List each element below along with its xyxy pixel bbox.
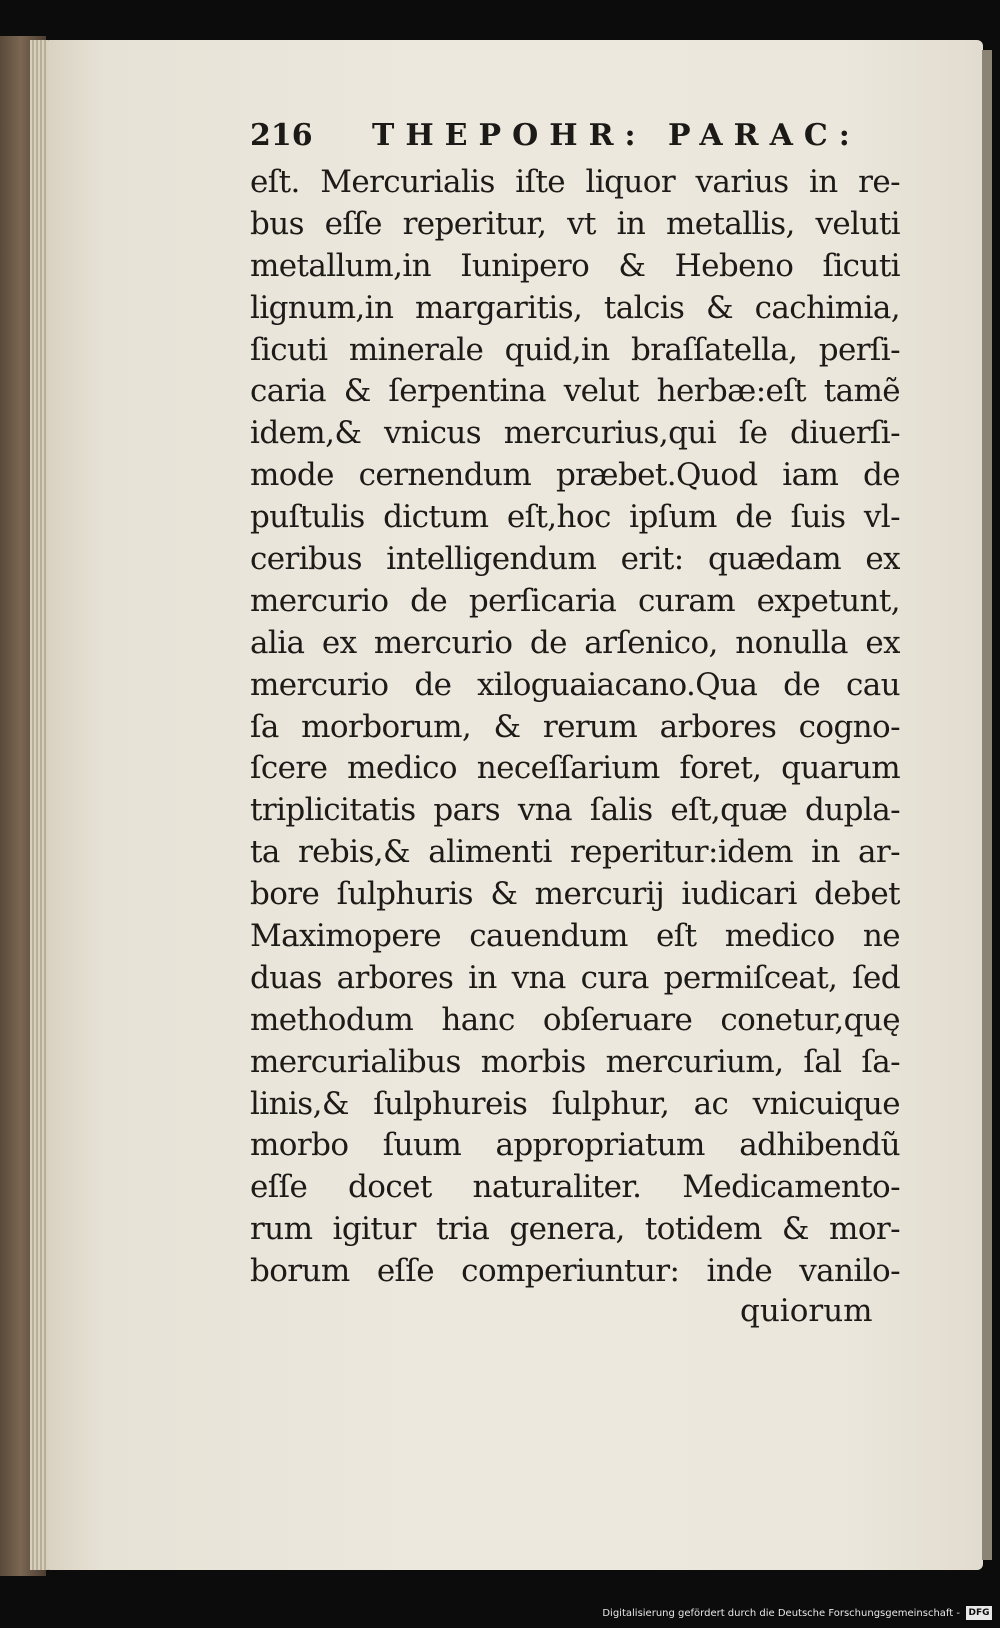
- text-line: morbo ſuum appropriatum adhibendũ: [250, 1127, 900, 1164]
- text-line: bus eſſe reperitur, vt in metallis, veluti: [250, 205, 900, 242]
- running-head: THEPOHR: PARAC:: [372, 118, 861, 153]
- text-line: linis,& ſulphureis ſulphur, ac vnicuique: [250, 1085, 900, 1122]
- text-line: puſtulis dictum eſt,hoc ipſum de ſuis vl-: [250, 499, 900, 536]
- text-line: bore ſulphuris & mercurij iudicari debet: [250, 876, 900, 913]
- text-line: mercurio de perſicaria curam expetunt,: [250, 582, 900, 619]
- text-line: ſcere medico neceſſarium foret, quarum: [250, 750, 900, 787]
- dfg-logo: DFG: [966, 1606, 992, 1620]
- text-line: ceribus intelligendum erit: quædam ex: [250, 541, 900, 578]
- text-line: metallum,in Iunipero & Hebeno ſicuti: [250, 247, 900, 284]
- text-line: Maximopere cauendum eſt medico ne: [250, 918, 900, 955]
- text-line: mercurio de xiloguaiacano.Qua de cau: [250, 666, 900, 703]
- text-line: ſicuti minerale quid,in braſſatella, perſi-: [250, 331, 900, 368]
- body-text: [250, 162, 900, 1293]
- text-line: borum eſſe comperiuntur: inde vanilo-: [250, 1253, 900, 1290]
- text-line: duas arbores in vna cura permiſceat, ſed: [250, 959, 900, 996]
- text-line: eſt. Mercurialis iſte liquor varius in re-: [250, 164, 900, 200]
- text-line: rum igitur tria genera, totidem & mor-: [250, 1211, 900, 1248]
- text-line: alia ex mercurio de arſenico, nonulla ex: [250, 624, 900, 661]
- text-line: mode cernendum præbet.Quod iam de: [250, 457, 900, 494]
- text-line: ſa morborum, & rerum arbores cogno-: [250, 708, 900, 745]
- text-line: lignum,in margaritis, talcis & cachimia,: [250, 289, 900, 326]
- text-line: caria & ſerpentina velut herbæ:eſt tamẽ: [250, 373, 900, 410]
- text-line: mercurialibus morbis mercurium, ſal ſa-: [250, 1043, 900, 1080]
- digitization-credit: Digitalisierung gefördert durch die Deutsche Forschungsgemeinschaft -: [602, 1608, 960, 1619]
- page-header: [250, 118, 910, 158]
- text-line: triplicitatis pars vna ſalis eſt,quæ dupla-: [250, 792, 900, 829]
- text-line: methodum hanc obſeruare conetur,quę: [250, 1001, 900, 1038]
- text-line: ta rebis,& alimenti reperitur:idem in ar-: [250, 834, 900, 871]
- page-number: 216: [250, 118, 313, 153]
- page-right-edge: [982, 50, 992, 1560]
- catchword: quiorum: [740, 1293, 873, 1329]
- text-line: eſſe docet naturaliter. Medicamento-: [250, 1169, 900, 1206]
- text-line: idem,& vnicus mercurius,qui ſe diuerſi-: [250, 415, 900, 452]
